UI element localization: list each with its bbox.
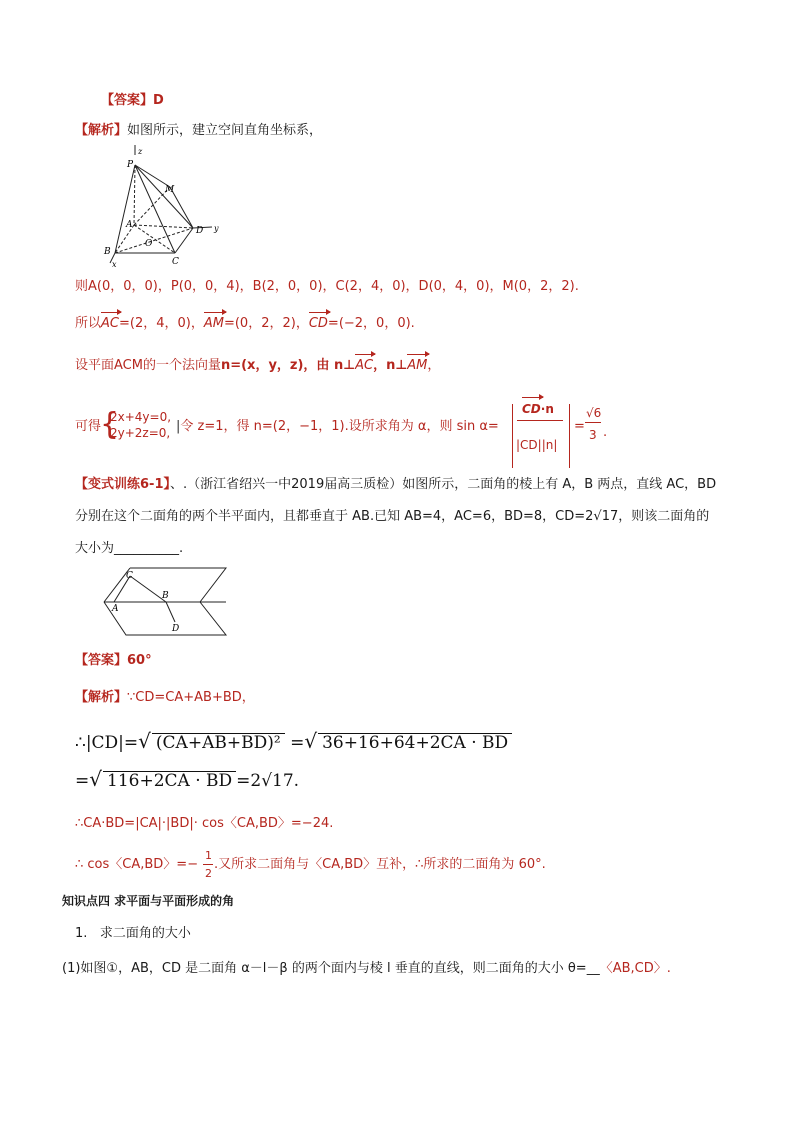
- result-tail: .: [603, 425, 608, 440]
- label-C2: C: [126, 571, 133, 581]
- eq2: 2y+2z=0,: [110, 426, 171, 440]
- system-after: |令 z=1，得 n=(2，−1，1).设所求角为 α，则 sin α=: [176, 419, 499, 434]
- answer-tag: 【答案】: [101, 93, 154, 108]
- label-B2: B: [162, 591, 169, 601]
- dihedral-figure: [100, 565, 230, 640]
- label-D2: D: [172, 624, 180, 634]
- l5-den: 2: [205, 867, 212, 880]
- label-O: O: [145, 239, 153, 249]
- exercise-tag: 【变式训练6-1】: [75, 477, 170, 492]
- section-item-1: 1. 求二面角的大小: [75, 926, 191, 941]
- brace-left: {: [100, 407, 120, 442]
- label-M: M: [165, 185, 175, 195]
- answer-value: D: [153, 93, 164, 108]
- analysis2-line-3: =√ 116+2CA · BD =2√17.: [75, 767, 300, 791]
- analysis2-line-4: ∴CA·BD=|CA|·|BD|· cos〈CA,BD〉=−24.: [75, 816, 334, 831]
- result-eq: =: [574, 419, 585, 434]
- frac-denominator: |CD||n|: [516, 438, 558, 452]
- label-A2: A: [112, 604, 119, 614]
- label-A: A: [126, 220, 133, 230]
- label-D: D: [196, 226, 204, 236]
- result-num: √6: [586, 406, 602, 420]
- l5-num: 1: [205, 849, 212, 862]
- section-heading: 知识点四 求平面与平面形成的角: [62, 894, 235, 908]
- label-x: x: [112, 260, 117, 269]
- system-line: 可得: [75, 419, 102, 434]
- exercise-line-2: 分别在这个二面角的两个半平面内，且都垂直于 AB.已知 AB=4，AC=6，BD=8，CD=2√17，则该二面角的: [75, 509, 710, 524]
- eq1: 2x+4y=0,: [110, 410, 172, 424]
- pyramid-figure: [100, 145, 225, 270]
- analysis2-line-5: ∴ cos〈CA,BD〉=−: [75, 857, 199, 872]
- analysis2-line-1: 【解析】∵CD=CA+AB+BD，: [75, 690, 255, 705]
- result-bar: [585, 422, 601, 423]
- answer-line-2: 【答案】60°: [75, 653, 152, 668]
- normal-vector-line: 设平面ACM的一个法向量n=(x，y，z)，由 n⊥AC，n⊥AM，: [75, 358, 441, 373]
- vectors-line: 所以AC=(2，4，0)，AM=(0，2，2)，CD=(−2，0，0).: [75, 316, 415, 331]
- analysis2-line-5b: .又所求二面角与〈CA,BD〉互补，∴所求的二面角为 60°.: [214, 857, 546, 872]
- label-B: B: [104, 247, 111, 257]
- label-y: y: [214, 224, 219, 233]
- frac-numerator: CD·n: [522, 402, 554, 416]
- section-sub-1: (1)如图①，AB，CD 是二面角 α－l－β 的两个面内与棱 l 垂直的直线，则二面角的大小 θ=__〈AB,CD〉.: [62, 961, 671, 976]
- coordinates-line: 则A(0，0，0)，P(0，0，4)，B(2，0，0)，C(2，4，0)，D(0，4，0)，M(0，2，2).: [75, 279, 579, 294]
- exercise-line-1: 【变式训练6-1】、.（浙江省绍兴一中2019届高三质检）如图所示，二面角的棱上有 A，B 两点，直线 AC，BD: [75, 477, 717, 492]
- exercise-line-3: 大小为__________.: [75, 541, 184, 556]
- analysis-intro: 【解析】如图所示，建立空间直角坐标系，: [75, 123, 323, 138]
- frac-bar: [517, 420, 563, 421]
- analysis-tag: 【解析】: [75, 123, 128, 138]
- label-P: P: [127, 160, 134, 170]
- analysis2-line-2: ∴|CD|=√ (CA+AB+BD)² =√ 36+16+64+2CA · BD: [75, 732, 512, 752]
- answer-line-1: [101, 92, 164, 110]
- label-z: z: [138, 147, 143, 156]
- result-den: 3: [589, 428, 597, 442]
- label-C: C: [172, 257, 179, 267]
